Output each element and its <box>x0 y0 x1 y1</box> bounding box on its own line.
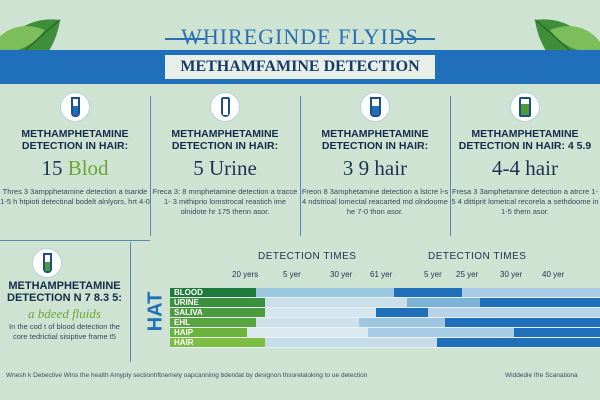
column-value: 5 Urine <box>193 156 257 180</box>
info-column-blood <box>0 92 150 232</box>
detection-times-label-left: DETECTION TIMES <box>258 251 357 262</box>
detection-times-label-right: DETECTION TIMES <box>428 251 527 262</box>
timeline-row <box>170 328 600 338</box>
timeline-bar-segment <box>256 288 394 298</box>
timeline-tick-label: 40 yer <box>542 270 565 279</box>
timeline-bar-segment <box>265 308 377 318</box>
timeline-row <box>170 338 600 348</box>
info-column-hair-2 <box>450 92 600 232</box>
info-column-hair-1 <box>300 92 450 232</box>
timeline-tick-label: 20 yers <box>232 270 259 279</box>
column-value-accent: Blod <box>67 156 109 180</box>
timeline-bar-segment <box>428 308 600 318</box>
timeline-tick-label: 30 yer <box>330 270 353 279</box>
timeline-bar-segment <box>462 288 600 298</box>
timeline-row <box>170 298 600 308</box>
bottom-left-divider <box>130 242 131 362</box>
timeline-tick-label: 5 yer <box>283 270 301 279</box>
timeline-bar-segment <box>445 318 600 328</box>
info-column-urine <box>150 92 300 232</box>
beaker-icon <box>510 92 540 122</box>
vial-icon <box>60 92 90 122</box>
timeline-row <box>170 318 600 328</box>
bottom-left-subtitle: a bdeed fluids <box>28 306 101 321</box>
column-value-main: 15 <box>41 156 63 180</box>
column-value: 3 9 hair <box>342 156 408 180</box>
timeline-bar-segment <box>437 338 600 348</box>
timeline-tick-label: 25 yer <box>456 270 479 279</box>
column-title: METHAMPHETAMINE DETECTION IN HAIR: <box>171 128 279 152</box>
column-description: Freca 3: 8 mmphetamine detection a tracce 1- 3 mithiprio lomstrocal reastich ime olnidote hr 175 thenn asor. <box>152 187 298 216</box>
timeline-bar-segment <box>247 328 367 338</box>
flask-icon <box>210 92 240 122</box>
timeline-tick-label: 5 yer <box>424 270 442 279</box>
footer-note-left: Wnesh k Debective Wins the health Amyply sectionhftnemely oapcanniing bdendat by designon thsorelaloking to ue detection <box>6 372 368 379</box>
timeline-bar-segment <box>407 298 480 308</box>
column-title: METHAMPHETAMINE DETECTION IN HAIR: <box>321 128 429 152</box>
timeline-row <box>170 308 600 318</box>
timeline-side-label: HAT <box>144 291 167 332</box>
timeline-bar-segment <box>359 318 445 328</box>
column-value: 4-4 hair <box>492 156 558 180</box>
timeline-bar-segment <box>376 308 428 318</box>
timeline-row-label: HAIR <box>174 338 194 347</box>
timeline-row-label: BLOOD <box>174 288 203 297</box>
test-tube-icon <box>32 248 62 278</box>
timeline-bar-segment <box>394 288 463 298</box>
column-description: Fresa 3 3amphetamine detection a atrcre 1-5 4 dittiprit lometcal recorela a sethdoome in 1-5 them asor. <box>451 187 599 216</box>
bottle-icon <box>360 92 390 122</box>
timeline-row-label: URINE <box>174 298 199 307</box>
timeline-tick-label: 61 yer <box>370 270 393 279</box>
column-description: Thres 3 3ampphetamine detection a tsaride 1-5 h htpioti detectinal bodelt alnlyors, hrt 4-0 <box>0 187 150 206</box>
timeline-row-label: EHL <box>174 318 190 327</box>
timeline-bar-segment <box>480 298 600 308</box>
timeline-bar-segment <box>265 338 437 348</box>
timeline-row-label: HAIP <box>174 328 194 337</box>
timeline-bar-segment <box>256 318 359 328</box>
timeline-tick-label: 30 yer <box>500 270 523 279</box>
timeline-row <box>170 288 600 298</box>
page-subtitle: WHIREGINDE FLYIDS <box>181 24 419 49</box>
timeline-bar-segment <box>514 328 600 338</box>
timeline-bar-segment <box>368 328 514 338</box>
footer-note-right: Widdedie Ifre Scanationa <box>505 372 578 379</box>
timeline-bar-segment <box>265 298 407 308</box>
bottom-left-description: In the cod t of blood detection the core tedrictial sisiptive frame t5 <box>9 322 120 341</box>
page-title: METHAMFAMINE DETECTION <box>165 55 435 79</box>
column-description: Freon 8 3amphetamine detection a lstcre l-s 4 ndstrioal lomectal reacarted md olndoome he 7-0 thon asor. <box>301 187 449 216</box>
column-title: METHAMPHETAMINE DETECTION IN HAIR: <box>21 128 129 152</box>
timeline-row-label: SALIVA <box>174 308 203 317</box>
section-divider <box>0 240 150 241</box>
column-title: METHAMPHETAMINE DETECTION IN HAIR: 4 5.9 <box>458 128 592 152</box>
column-value <box>0 156 150 181</box>
bottom-left-title: METHAMPHETAMINE DETECTION N 7 8.3 5: <box>7 280 122 304</box>
